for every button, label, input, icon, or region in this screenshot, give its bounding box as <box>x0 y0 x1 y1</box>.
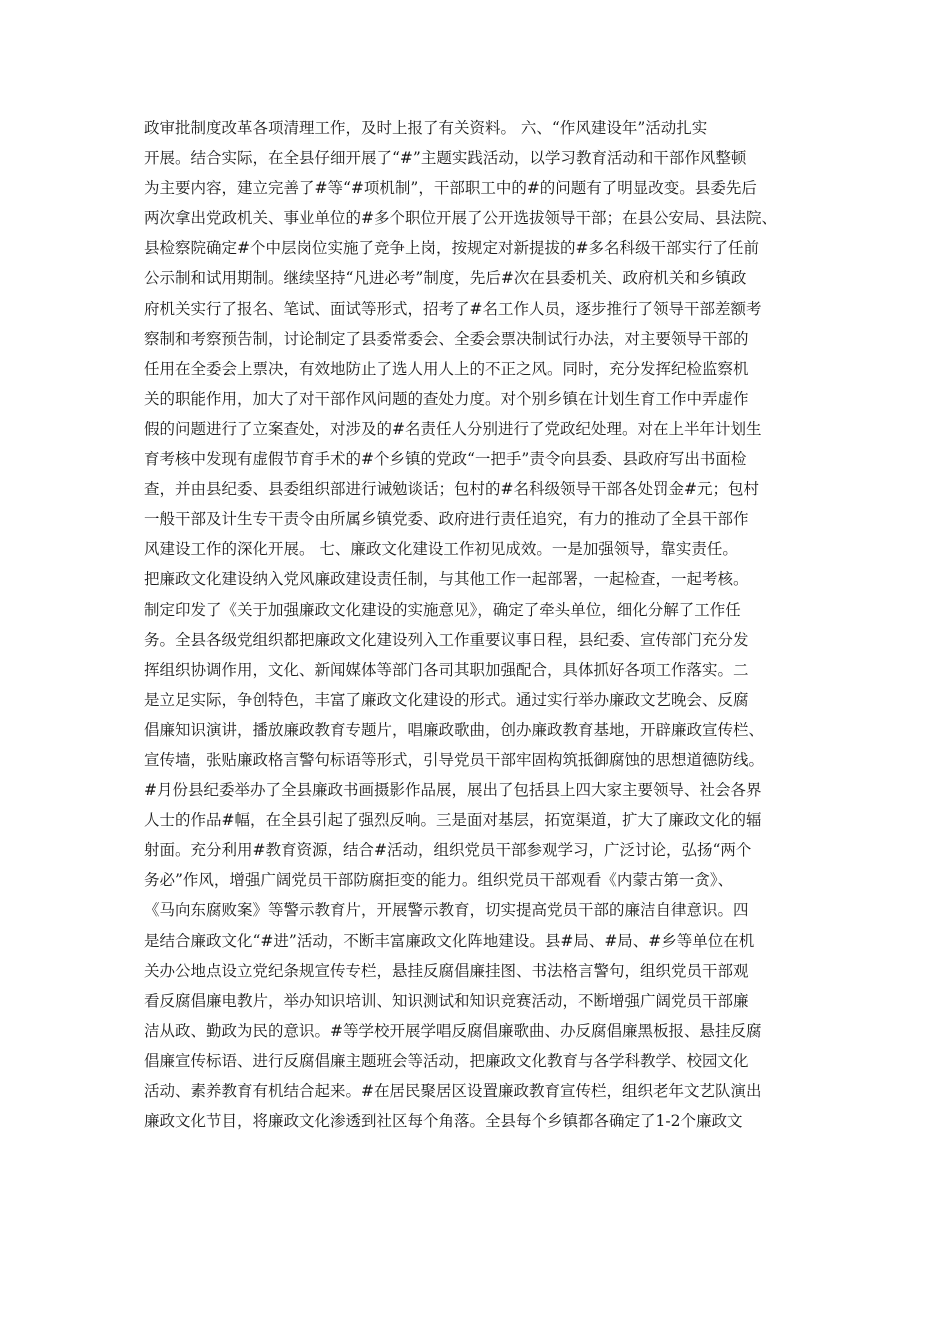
text-line: 倡廉宣传标语、进行反腐倡廉主题班会等活动，把廉政文化教育与各学科教学、校园文化 <box>144 1051 749 1070</box>
text-line: 务。全县各级党组织都把廉政文化建设列入工作重要议事日程，县纪委、宣传部门充分发 <box>144 630 749 649</box>
text-line: 是结合廉政文化“#进”活动，不断丰富廉政文化阵地建设。县#局、#局、#乡等单位在机 <box>144 931 755 950</box>
text-line: 风建设工作的深化开展。 七、廉政文化建设工作初见成效。一是加强领导，靠实责任。 <box>144 540 738 559</box>
text-line: 把廉政文化建设纳入党风廉政建设责任制，与其他工作一起部署，一起检查，一起考核。 <box>144 570 749 589</box>
text-line: 挥组织协调作用，文化、新闻媒体等部门各司其职加强配合，具体抓好各项工作落实。二 <box>144 660 749 679</box>
text-line: 县检察院确定#个中层岗位实施了竞争上岗，按规定对新提拔的#多名科级干部实行了任前 <box>144 239 759 258</box>
text-line: 公示制和试用期制。继续坚持“凡进必考”制度，先后#次在县委机关、政府机关和乡镇政 <box>144 269 747 288</box>
text-line: 洁从政、勤政为民的意识。#等学校开展学唱反腐倡廉歌曲、办反腐倡廉黑板报、悬挂反腐 <box>144 1021 762 1040</box>
text-line: 人士的作品#幅，在全县引起了强烈反响。三是面对基层，拓宽渠道，扩大了廉政文化的辐 <box>144 811 762 830</box>
text-line: 两次拿出党政机关、事业单位的#多个职位开展了公开选拔领导干部；在县公安局、县法院、 <box>144 209 777 228</box>
text-line: 查，并由县纪委、县委组织部进行诫勉谈话；包村的#名科级领导干部各处罚金#元；包村 <box>144 480 759 499</box>
text-line: 开展。结合实际，在全县仔细开展了“#”主题实践活动，以学习教育活动和干部作风整顿 <box>144 149 747 168</box>
text-line: 廉政文化节目，将廉政文化渗透到社区每个角落。全县每个乡镇都各确定了1-2个廉政文 <box>144 1112 743 1131</box>
text-line: 看反腐倡廉电教片，举办知识培训、知识测试和知识竞赛活动，不断增强广阔党员干部廉 <box>144 991 749 1010</box>
text-line: 倡廉知识演讲，播放廉政教育专题片，唱廉政歌曲，创办廉政教育基地，开辟廉政宣传栏、 <box>144 720 765 739</box>
text-line: 一般干部及计生专干责令由所属乡镇党委、政府进行责任追究，有力的推动了全县干部作 <box>144 510 749 529</box>
text-line: 制定印发了《关于加强廉政文化建设的实施意见》，确定了牵头单位，细化分解了工作任 <box>144 600 741 619</box>
text-line: 射面。充分利用#教育资源，结合#活动，组织党员干部参观学习，广泛讨论，弘扬“两个 <box>144 841 752 860</box>
text-line: 关的职能作用，加大了对干部作风问题的查处力度。对个别乡镇在计划生育工作中弄虚作 <box>144 389 749 408</box>
text-line: 假的问题进行了立案查处，对涉及的#名责任人分别进行了党政纪处理。对在上半年计划生 <box>144 419 762 438</box>
text-line: 察制和考察预告制，讨论制定了县委常委会、全委会票决制试行办法，对主要领导干部的 <box>144 329 749 348</box>
text-line: 是立足实际，争创特色，丰富了廉政文化建设的形式。通过实行举办廉政文艺晚会、反腐 <box>144 690 749 709</box>
text-line: 育考核中发现有虚假节育手术的#个乡镇的党政“一把手”责令向县委、县政府写出书面检 <box>144 450 747 469</box>
text-line: 《马向东腐败案》等警示教育片，开展警示教育，切实提高党员干部的廉洁自律意识。四 <box>144 901 749 920</box>
text-line: 务必”作风，增强广阔党员干部防腐拒变的能力。组织党员干部观看《内蒙古第一贪》、 <box>144 871 734 890</box>
text-line: 任用在全委会上票决，有效地防止了选人用人上的不正之风。同时，充分发挥纪检监察机 <box>144 359 749 378</box>
body-text <box>144 113 804 1136</box>
text-line: 政审批制度改革各项清理工作，及时上报了有关资料。 六、“作风建设年”活动扎实 <box>144 119 708 137</box>
text-line: 宣传墙，张贴廉政格言警句标语等形式，引导党员干部牢固构筑抵御腐蚀的思想道德防线。 <box>144 750 765 769</box>
text-line: #月份县纪委举办了全县廉政书画摄影作品展，展出了包括县上四大家主要领导、社会各界 <box>144 781 762 800</box>
text-line: 活动、素养教育有机结合起来。#在居民聚居区设置廉政教育宣传栏，组织老年文艺队演出 <box>144 1082 762 1100</box>
text-line: 关办公地点设立党纪条规宣传专栏，悬挂反腐倡廉挂图、书法格言警句，组织党员干部观 <box>144 961 749 980</box>
text-line: 府机关实行了报名、笔试、面试等形式，招考了#名工作人员，逐步推行了领导干部差额考 <box>144 299 762 318</box>
text-line: 为主要内容，建立完善了#等“#项机制”，干部职工中的#的问题有了明显改变。县委先后 <box>144 179 757 198</box>
